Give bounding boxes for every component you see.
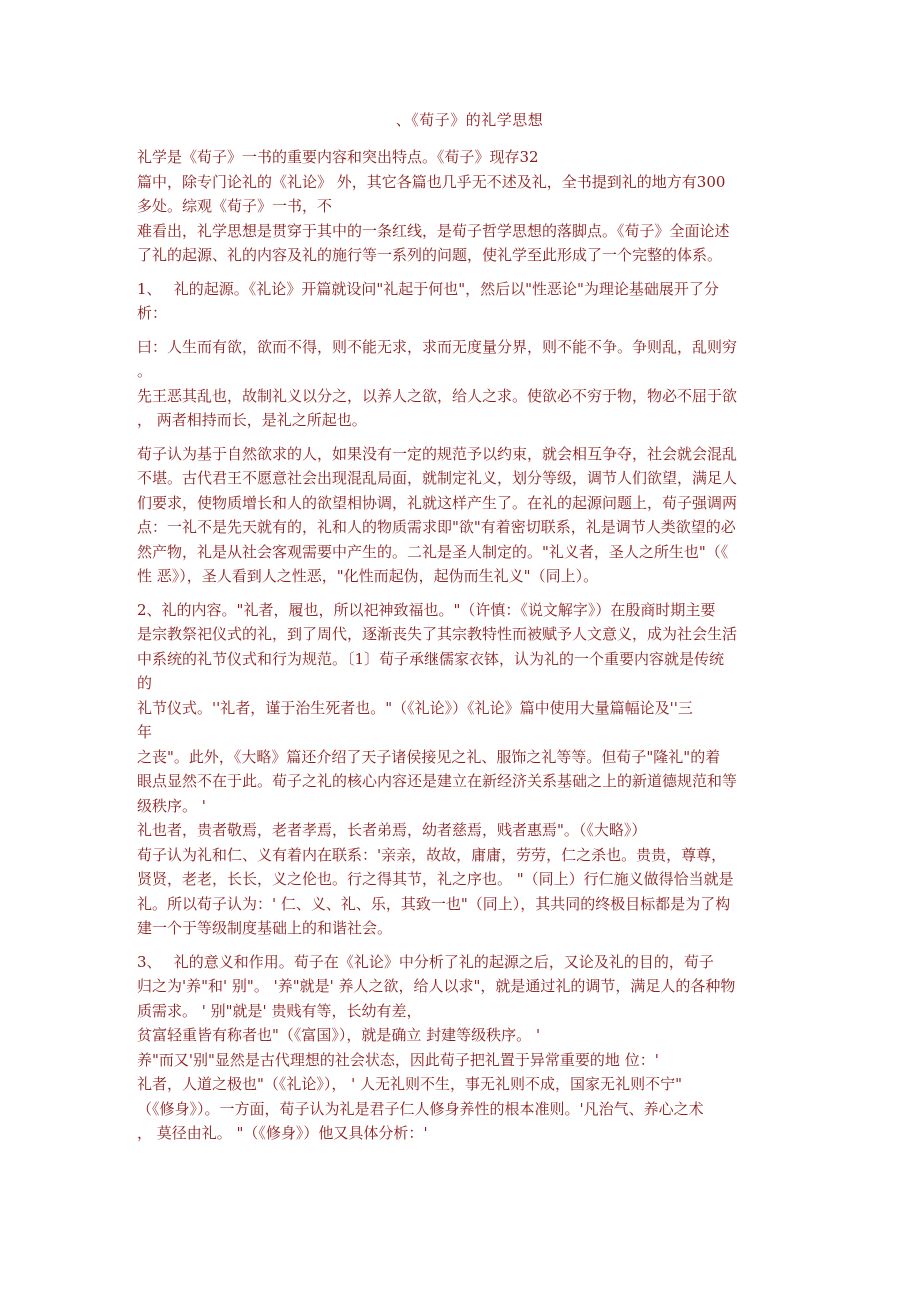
text-line: 点：一礼不是先天就有的，礼和人的物质需求即"欲"有着密切联系，礼是调节人类欲望的必 xyxy=(137,518,736,536)
text-line: 年 xyxy=(137,723,153,741)
text-line: 不堪。古代君王不愿意社会出现混乱局面，就制定礼义，划分等级，调节人们欲望，满足人 xyxy=(137,469,738,487)
text-line: 中系统的礼节仪式和行为规范。〔1〕荀子承继儒家衣钵，认为礼的一个重要内容就是传统 xyxy=(137,649,725,668)
text-line: 3、 礼的意义和作用。荀子在《礼论》中分析了礼的起源之后，又论及礼的目的，荀子 xyxy=(137,952,714,971)
text-line: 养"而又'别"显然是古代理想的社会状态，因此荀子把礼置于异常重要的地 位：' xyxy=(137,1050,659,1069)
document-title: 、《荀子》的礼学思想 xyxy=(395,111,544,129)
text-line: ， 莫径由礼。 "（《修身》）他又具体分析：' xyxy=(137,1124,428,1142)
text-line: 眼点显然不在于此。荀子之礼的核心内容还是建立在新经济关系基础之上的新道德规范和等 xyxy=(137,772,738,790)
text-line: 级秩序。 ' xyxy=(137,796,206,815)
text-line: 曰：人生而有欲，欲而不得，则不能无求，求而无度量分界，则不能不争。争则乱，乱则穷 xyxy=(137,337,738,356)
text-line: 篇中，除专门论礼的《礼论》 外，其它各篇也几乎无不述及礼，全书提到礼的地方有300 xyxy=(137,172,726,191)
text-line: 然产物，礼是从社会客观需要中产生的。二礼是圣人制定的。"礼义者，圣人之所生也"（《 xyxy=(137,542,729,561)
text-line: （《修身》）。一方面，荀子认为礼是君子仁人修身养性的根本准则。'凡治气、养心之术 xyxy=(137,1099,704,1118)
paragraph-gap xyxy=(137,268,802,277)
document-page xyxy=(137,0,802,1302)
text-line: 性 恶》），圣人看到人之性恶，"化性而起伪，起伪而生礼义"（同上）。 xyxy=(137,567,599,585)
text-line: 们要求，使物质增长和人的欲望相协调，礼就这样产生了。在礼的起源问题上，荀子强调两 xyxy=(137,493,738,512)
text-line: 礼者，人道之极也"（《礼论》）， ' 人无礼则不生，事无礼则不成，国家无礼则不宁" xyxy=(137,1075,682,1093)
text-line: 贫富轻重皆有称者也"（《富国》），就是确立 封建等级秩序。 ' xyxy=(137,1026,541,1044)
text-line: 先王恶其乱也，故制礼义以分之，以养人之欲，给人之求。使欲必不穷于物，物必不屈于欲 xyxy=(137,386,738,405)
text-line: 难看出，礼学思想是贯穿于其中的一条红线，是荀子哲学思想的落脚点。《荀子》全面论述 xyxy=(137,221,730,240)
text-line: 礼节仪式。''礼者，谨于治生死者也。"（《礼论》）《礼论》篇中使用大量篇幅论及''三 xyxy=(137,698,693,717)
paragraph-gap xyxy=(137,589,802,598)
text-line: 归之为'养"和' 别"。 '养"就是' 养人之欲，给人以求"，就是通过礼的调节，满足人的各种物 xyxy=(137,977,736,995)
paragraph-gap xyxy=(137,941,802,950)
text-line: 礼学是《荀子》一书的重要内容和突出特点。《荀子》现存32 xyxy=(137,148,539,166)
text-line: 礼也者，贵者敬焉，老者孝焉，长者弟焉，幼者慈焉，贱者惠焉"。（《大略》） xyxy=(137,821,647,839)
paragraph-gap xyxy=(137,433,802,442)
text-line: 建一个于等级制度基础上的和谐社会。 xyxy=(137,919,393,937)
text-line: 1、 礼的起源。《礼论》开篇就设问"礼起于何也"，然后以"性恶论"为理论基础展开了分 xyxy=(137,279,719,298)
document-body xyxy=(137,145,802,1146)
text-line: 的 xyxy=(137,674,153,692)
text-line: 是宗教祭祀仪式的礼，到了周代，逐渐丧失了其宗教特性而被赋予人文意义，成为社会生活 xyxy=(137,625,738,643)
text-line: 析： xyxy=(137,304,168,322)
text-line: 荀子认为基于自然欲求的人，如果没有一定的规范予以约束，就会相互争夺，社会就会混乱 xyxy=(137,444,738,463)
text-line: 贤贤，老老，长长，义之伦也。行之得其节，礼之序也。 "（同上）行仁施义做得恰当就是 xyxy=(137,870,734,888)
text-line: 质需求。 ' 别"就是' 贵贱有等，长幼有差， xyxy=(137,1001,422,1020)
text-line: ， 两者相持而长，是礼之所起也。 xyxy=(137,411,367,429)
text-line: 2、礼的内容。"礼者，履也，所以祀神致福也。"（许慎：《说文解字》）在殷商时期主要 xyxy=(137,600,716,619)
text-line: 了礼的起源、礼的内容及礼的施行等一系列的问题，使礼学至此形成了一个完整的体系。 xyxy=(137,246,723,264)
text-line: 荀子认为礼和仁、义有着内在联系：'亲亲，故故，庸庸，劳劳，仁之杀也。贵贵，尊尊， xyxy=(137,845,727,864)
text-line: 多处。综观《荀子》一书，不 xyxy=(137,197,333,215)
text-line: 之丧"。此外，《大略》篇还介绍了天子诸侯接见之礼、服饰之礼等等。但荀子"隆礼"的着 xyxy=(137,747,721,766)
paragraph-gap xyxy=(137,326,802,335)
text-line: 。 xyxy=(137,362,153,380)
text-line: 礼。所以荀子认为：' 仁、义、礼、乐，其致一也"（同上），其共同的终极目标都是为了构 xyxy=(137,894,731,913)
